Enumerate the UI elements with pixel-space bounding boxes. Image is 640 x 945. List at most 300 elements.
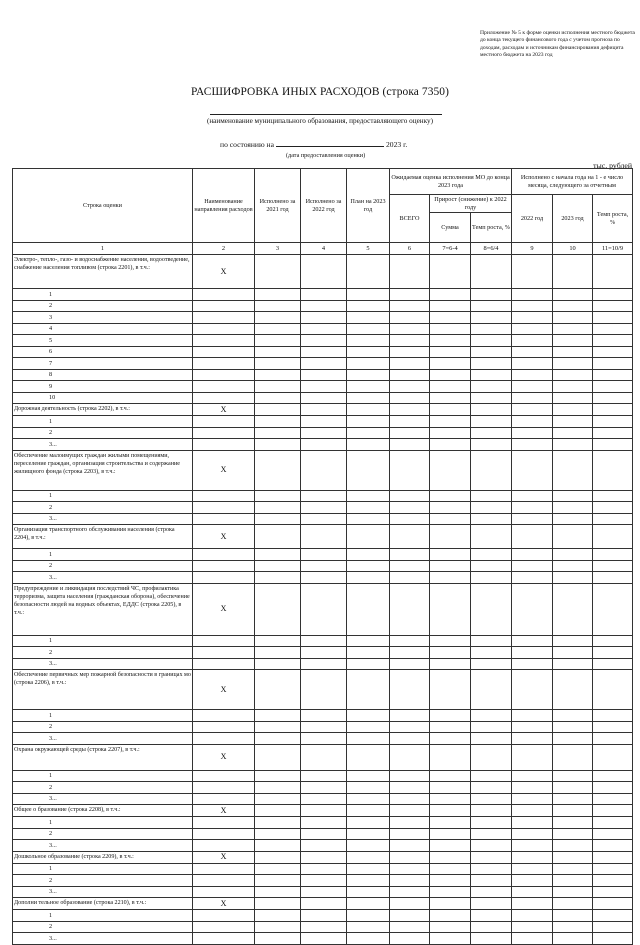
empty-cell xyxy=(553,875,593,887)
empty-cell xyxy=(193,560,255,572)
empty-cell xyxy=(471,583,512,635)
empty-cell xyxy=(430,450,471,490)
column-number: 10 xyxy=(553,243,593,255)
empty-cell xyxy=(255,828,301,840)
direction-mark: Х xyxy=(193,670,255,710)
empty-cell xyxy=(593,525,633,549)
sub-row-number: 5 xyxy=(13,335,193,347)
empty-cell xyxy=(255,744,301,770)
empty-cell xyxy=(553,933,593,945)
empty-cell xyxy=(471,392,512,404)
empty-cell xyxy=(430,710,471,722)
empty-cell xyxy=(347,828,390,840)
empty-cell xyxy=(430,323,471,335)
header-expected-group: Ожидаемая оценка исполнения МО до конца 2023 года xyxy=(390,169,512,195)
empty-cell xyxy=(471,744,512,770)
empty-cell xyxy=(471,886,512,898)
empty-cell xyxy=(512,335,553,347)
sub-row xyxy=(13,300,633,312)
sub-row xyxy=(13,549,633,561)
empty-cell xyxy=(553,635,593,647)
empty-cell xyxy=(301,358,347,370)
empty-cell xyxy=(430,793,471,805)
sub-row xyxy=(13,782,633,794)
direction-mark: Х xyxy=(193,404,255,416)
empty-cell xyxy=(390,875,430,887)
empty-cell xyxy=(390,381,430,393)
empty-cell xyxy=(593,910,633,922)
empty-cell xyxy=(430,886,471,898)
sub-row-number: 10 xyxy=(13,392,193,404)
header-exec-2021: Исполнено за 2021 год xyxy=(255,169,301,243)
empty-cell xyxy=(255,560,301,572)
empty-cell xyxy=(512,572,553,584)
empty-cell xyxy=(430,910,471,922)
empty-cell xyxy=(553,490,593,502)
empty-cell xyxy=(593,898,633,910)
empty-cell xyxy=(255,898,301,910)
empty-cell xyxy=(390,335,430,347)
empty-cell xyxy=(593,933,633,945)
empty-cell xyxy=(301,335,347,347)
category-name: Дошкольное образование (строка 2209), в т.ч.: xyxy=(13,851,193,863)
empty-cell xyxy=(593,863,633,875)
empty-cell xyxy=(471,416,512,428)
empty-cell xyxy=(390,312,430,324)
empty-cell xyxy=(430,744,471,770)
empty-cell xyxy=(512,502,553,514)
empty-cell xyxy=(471,346,512,358)
empty-cell xyxy=(255,416,301,428)
empty-cell xyxy=(255,572,301,584)
empty-cell xyxy=(390,851,430,863)
empty-cell xyxy=(255,404,301,416)
empty-cell xyxy=(255,635,301,647)
header-rate-1: Темп роста, % xyxy=(471,213,512,243)
empty-cell xyxy=(390,572,430,584)
empty-cell xyxy=(301,450,347,490)
empty-cell xyxy=(593,770,633,782)
empty-cell xyxy=(430,549,471,561)
empty-cell xyxy=(301,513,347,525)
empty-cell xyxy=(347,840,390,852)
sub-row-number: 2 xyxy=(13,782,193,794)
empty-cell xyxy=(512,560,553,572)
empty-cell xyxy=(512,898,553,910)
empty-cell xyxy=(390,886,430,898)
direction-mark: Х xyxy=(193,805,255,817)
empty-cell xyxy=(512,805,553,817)
empty-cell xyxy=(430,898,471,910)
sub-row-number: 1 xyxy=(13,817,193,829)
empty-cell xyxy=(255,255,301,289)
empty-cell xyxy=(390,898,430,910)
sub-row-number: 2 xyxy=(13,427,193,439)
sub-row-number: 3... xyxy=(13,513,193,525)
empty-cell xyxy=(512,583,553,635)
sub-row-number: 2 xyxy=(13,647,193,659)
empty-cell xyxy=(512,863,553,875)
empty-cell xyxy=(347,782,390,794)
empty-cell xyxy=(193,770,255,782)
category-row xyxy=(13,450,633,490)
sub-row-number: 6 xyxy=(13,346,193,358)
sub-row-number: 7 xyxy=(13,358,193,370)
empty-cell xyxy=(430,381,471,393)
empty-cell xyxy=(512,710,553,722)
empty-cell xyxy=(347,583,390,635)
empty-cell xyxy=(593,560,633,572)
empty-cell xyxy=(430,369,471,381)
empty-cell xyxy=(347,358,390,370)
sub-row-number: 3... xyxy=(13,840,193,852)
empty-cell xyxy=(347,312,390,324)
header-plan-2023: План на 2023 год xyxy=(347,169,390,243)
empty-cell xyxy=(430,513,471,525)
empty-cell xyxy=(553,255,593,289)
empty-cell xyxy=(593,255,633,289)
empty-cell xyxy=(553,312,593,324)
category-name: Общее о бразование (строка 2208), в т.ч.: xyxy=(13,805,193,817)
empty-cell xyxy=(593,369,633,381)
empty-cell xyxy=(512,886,553,898)
empty-cell xyxy=(390,744,430,770)
direction-mark: Х xyxy=(193,851,255,863)
sub-row-number: 1 xyxy=(13,635,193,647)
empty-cell xyxy=(347,658,390,670)
empty-cell xyxy=(553,513,593,525)
empty-cell xyxy=(193,513,255,525)
empty-cell xyxy=(301,416,347,428)
empty-cell xyxy=(593,427,633,439)
direction-mark: Х xyxy=(193,255,255,289)
empty-cell xyxy=(301,404,347,416)
empty-cell xyxy=(193,840,255,852)
empty-cell xyxy=(193,817,255,829)
empty-cell xyxy=(512,851,553,863)
empty-cell xyxy=(512,404,553,416)
empty-cell xyxy=(512,312,553,324)
empty-cell xyxy=(255,427,301,439)
empty-cell xyxy=(193,346,255,358)
empty-cell xyxy=(430,427,471,439)
empty-cell xyxy=(193,710,255,722)
empty-cell xyxy=(301,647,347,659)
empty-cell xyxy=(593,404,633,416)
direction-mark: Х xyxy=(193,744,255,770)
empty-cell xyxy=(255,323,301,335)
empty-cell xyxy=(347,289,390,301)
empty-cell xyxy=(255,450,301,490)
empty-cell xyxy=(255,549,301,561)
empty-cell xyxy=(193,933,255,945)
empty-cell xyxy=(471,323,512,335)
category-name: Дополни тельное образование (строка 2210), в т.ч.: xyxy=(13,898,193,910)
empty-cell xyxy=(512,381,553,393)
category-name: Предупреждение и ликвидация последствий ЧС, профилактика терроризма, защита населения (гражданская оборона), обеспечение безопасности людей на водных объектах, ЕДДС (строка 2205), в т.ч.: xyxy=(13,583,193,635)
empty-cell xyxy=(593,300,633,312)
empty-cell xyxy=(471,490,512,502)
empty-cell xyxy=(512,369,553,381)
sub-row xyxy=(13,381,633,393)
sub-row xyxy=(13,416,633,428)
empty-cell xyxy=(390,721,430,733)
sub-row xyxy=(13,635,633,647)
header-2022: 2022 год xyxy=(512,195,553,243)
empty-cell xyxy=(430,255,471,289)
empty-cell xyxy=(347,502,390,514)
empty-cell xyxy=(553,300,593,312)
empty-cell xyxy=(193,658,255,670)
sub-row xyxy=(13,572,633,584)
as-of-prefix: по состоянию на xyxy=(220,140,274,149)
empty-cell xyxy=(193,323,255,335)
sub-row-number: 1 xyxy=(13,770,193,782)
empty-cell xyxy=(593,851,633,863)
empty-cell xyxy=(301,381,347,393)
empty-cell xyxy=(430,733,471,745)
empty-cell xyxy=(347,427,390,439)
empty-cell xyxy=(430,525,471,549)
empty-cell xyxy=(593,744,633,770)
empty-cell xyxy=(347,416,390,428)
empty-cell xyxy=(553,658,593,670)
sub-row xyxy=(13,358,633,370)
sub-row-number: 1 xyxy=(13,490,193,502)
empty-cell xyxy=(301,840,347,852)
empty-cell xyxy=(347,921,390,933)
category-name: Обеспечение первичных мер пожарной безопасности в границах мо (строка 2206), в т.ч.: xyxy=(13,670,193,710)
empty-cell xyxy=(193,793,255,805)
empty-cell xyxy=(301,898,347,910)
sub-row xyxy=(13,910,633,922)
sub-row xyxy=(13,369,633,381)
empty-cell xyxy=(471,300,512,312)
column-number: 3 xyxy=(255,243,301,255)
empty-cell xyxy=(390,439,430,451)
empty-cell xyxy=(301,549,347,561)
empty-cell xyxy=(301,805,347,817)
empty-cell xyxy=(593,817,633,829)
empty-cell xyxy=(193,863,255,875)
empty-cell xyxy=(301,733,347,745)
column-numbers-row xyxy=(13,243,633,255)
sub-row-number: 2 xyxy=(13,875,193,887)
empty-cell xyxy=(553,439,593,451)
empty-cell xyxy=(255,502,301,514)
column-number: 8=6/4 xyxy=(471,243,512,255)
empty-cell xyxy=(347,335,390,347)
empty-cell xyxy=(390,840,430,852)
empty-cell xyxy=(512,513,553,525)
empty-cell xyxy=(255,733,301,745)
empty-cell xyxy=(255,312,301,324)
sub-row xyxy=(13,647,633,659)
empty-cell xyxy=(512,289,553,301)
empty-cell xyxy=(193,490,255,502)
empty-cell xyxy=(471,875,512,887)
empty-cell xyxy=(471,828,512,840)
empty-cell xyxy=(347,721,390,733)
empty-cell xyxy=(430,635,471,647)
empty-cell xyxy=(471,572,512,584)
empty-cell xyxy=(390,289,430,301)
empty-cell xyxy=(390,647,430,659)
sub-row xyxy=(13,427,633,439)
empty-cell xyxy=(347,255,390,289)
empty-cell xyxy=(553,910,593,922)
category-row xyxy=(13,898,633,910)
empty-cell xyxy=(390,670,430,710)
empty-cell xyxy=(553,647,593,659)
empty-cell xyxy=(301,525,347,549)
empty-cell xyxy=(593,875,633,887)
empty-cell xyxy=(471,312,512,324)
empty-cell xyxy=(593,312,633,324)
category-name: Дорожная деятельность (строка 2202), в т.ч.: xyxy=(13,404,193,416)
empty-cell xyxy=(593,346,633,358)
empty-cell xyxy=(593,289,633,301)
empty-cell xyxy=(301,392,347,404)
empty-cell xyxy=(512,733,553,745)
empty-cell xyxy=(255,289,301,301)
sub-row-number: 4 xyxy=(13,323,193,335)
empty-cell xyxy=(593,647,633,659)
column-number: 4 xyxy=(301,243,347,255)
empty-cell xyxy=(390,805,430,817)
empty-cell xyxy=(390,658,430,670)
empty-cell xyxy=(553,817,593,829)
empty-cell xyxy=(512,840,553,852)
empty-cell xyxy=(512,450,553,490)
empty-cell xyxy=(430,828,471,840)
empty-cell xyxy=(390,346,430,358)
empty-cell xyxy=(512,427,553,439)
empty-cell xyxy=(512,549,553,561)
sub-row xyxy=(13,933,633,945)
empty-cell xyxy=(347,793,390,805)
empty-cell xyxy=(553,323,593,335)
empty-cell xyxy=(553,840,593,852)
municipality-caption: (наименование муниципального образования, предоставляющего оценку) xyxy=(206,117,434,125)
expenses-table xyxy=(12,168,633,945)
sub-row-number: 2 xyxy=(13,721,193,733)
sub-row xyxy=(13,828,633,840)
empty-cell xyxy=(553,381,593,393)
empty-cell xyxy=(430,289,471,301)
category-row xyxy=(13,404,633,416)
empty-cell xyxy=(255,658,301,670)
empty-cell xyxy=(471,427,512,439)
empty-cell xyxy=(255,910,301,922)
empty-cell xyxy=(512,300,553,312)
direction-mark: Х xyxy=(193,583,255,635)
empty-cell xyxy=(193,828,255,840)
empty-cell xyxy=(593,886,633,898)
empty-cell xyxy=(471,670,512,710)
empty-cell xyxy=(390,710,430,722)
empty-cell xyxy=(553,392,593,404)
category-row xyxy=(13,583,633,635)
empty-cell xyxy=(430,416,471,428)
empty-cell xyxy=(593,381,633,393)
empty-cell xyxy=(193,369,255,381)
empty-cell xyxy=(553,369,593,381)
empty-cell xyxy=(593,502,633,514)
empty-cell xyxy=(512,647,553,659)
sub-row xyxy=(13,335,633,347)
empty-cell xyxy=(471,513,512,525)
header-since-group: Исполнено с начала года на 1 - е число месяца, следующего за отчетным xyxy=(512,169,633,195)
category-row xyxy=(13,670,633,710)
as-of-date xyxy=(220,139,407,149)
empty-cell xyxy=(430,863,471,875)
empty-cell xyxy=(512,358,553,370)
empty-cell xyxy=(471,369,512,381)
empty-cell xyxy=(430,921,471,933)
empty-cell xyxy=(553,358,593,370)
empty-cell xyxy=(593,921,633,933)
empty-cell xyxy=(255,721,301,733)
empty-cell xyxy=(255,358,301,370)
empty-cell xyxy=(512,817,553,829)
empty-cell xyxy=(193,921,255,933)
empty-cell xyxy=(512,416,553,428)
empty-cell xyxy=(471,502,512,514)
empty-cell xyxy=(593,733,633,745)
empty-cell xyxy=(430,300,471,312)
empty-cell xyxy=(390,450,430,490)
empty-cell xyxy=(553,733,593,745)
empty-cell xyxy=(553,863,593,875)
empty-cell xyxy=(553,560,593,572)
date-blank xyxy=(276,139,384,147)
sub-row-number: 1 xyxy=(13,549,193,561)
sub-row-number: 3... xyxy=(13,933,193,945)
empty-cell xyxy=(593,793,633,805)
empty-cell xyxy=(512,525,553,549)
sub-row-number: 3 xyxy=(13,312,193,324)
empty-cell xyxy=(553,572,593,584)
empty-cell xyxy=(301,770,347,782)
empty-cell xyxy=(390,404,430,416)
column-number: 5 xyxy=(347,243,390,255)
empty-cell xyxy=(255,782,301,794)
empty-cell xyxy=(593,721,633,733)
empty-cell xyxy=(347,733,390,745)
empty-cell xyxy=(512,670,553,710)
empty-cell xyxy=(301,427,347,439)
sub-row xyxy=(13,312,633,324)
empty-cell xyxy=(390,392,430,404)
empty-cell xyxy=(390,255,430,289)
empty-cell xyxy=(390,863,430,875)
sub-row xyxy=(13,721,633,733)
empty-cell xyxy=(593,513,633,525)
empty-cell xyxy=(301,863,347,875)
empty-cell xyxy=(347,572,390,584)
empty-cell xyxy=(430,658,471,670)
empty-cell xyxy=(301,793,347,805)
empty-cell xyxy=(430,404,471,416)
sub-row xyxy=(13,875,633,887)
empty-cell xyxy=(347,560,390,572)
empty-cell xyxy=(390,793,430,805)
sub-row xyxy=(13,502,633,514)
empty-cell xyxy=(193,875,255,887)
column-number: 1 xyxy=(13,243,193,255)
sub-row-number: 2 xyxy=(13,828,193,840)
